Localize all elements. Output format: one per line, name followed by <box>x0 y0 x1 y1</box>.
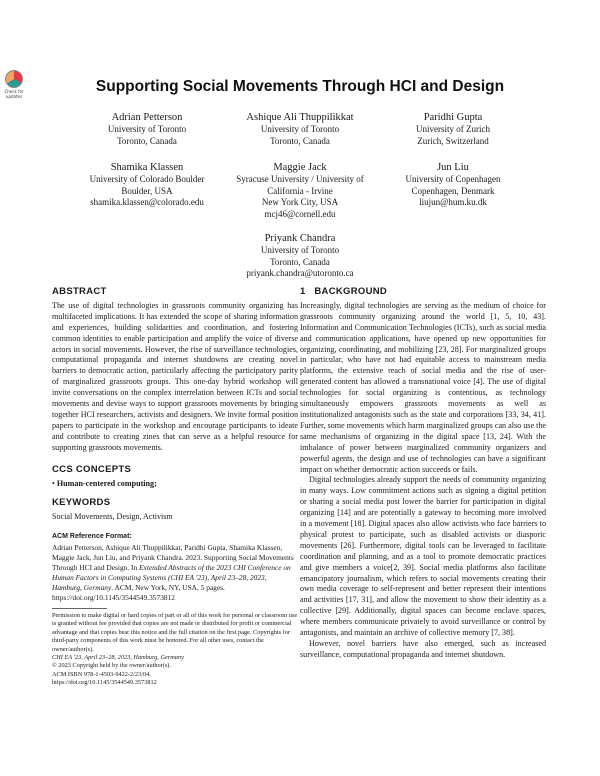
ccs-heading: CCS CONCEPTS <box>52 463 132 475</box>
author-affiliation: University of Colorado Boulder <box>89 174 205 184</box>
author-location: Toronto, Canada <box>270 256 330 267</box>
author-location: Copenhagen, Denmark <box>411 185 495 196</box>
reference-part2: . ACM, New York, NY, USA, 5 pages. https://doi.org/10.1145/3544549.3573812 <box>52 583 225 603</box>
abstract-text: The use of digital technologies in grassroots community organizing has multifaceted implications. It has extended the scope of sharing information and experiences, building solidarities and coordination, and fostering common identities to enable participation and amplify the voice of diverse actors in social movements. However, the rise of surveillance technologies, computational propaganda and internet shutdowns are creating novel barriers to democratic action, particularly affecting the participatory parity of marginalized grassroots groups. This one-day hybrid workshop will invite conversations on the complex interrelation between ICTs and social movements and devise ways to support grassroots movements by bringing together HCI researchers, activists and designers. We invite formal position papers to participate in the workshop and encourage participants to ideate and contribute to creating zines that can serve as a helpful resource for supporting grassroots movements. <box>52 300 298 452</box>
reference-venue: Extended Abstracts of the 2023 CHI Conference on Human Factors in Computing Systems (CHI EA '23), April 23–28, 2023, Hamburg, Germany <box>52 563 291 593</box>
keywords-heading: KEYWORDS <box>52 497 111 509</box>
author-location: New York City, USA <box>261 197 339 207</box>
author-affiliation: University of Zurich <box>416 124 490 134</box>
author-name: Jun Liu <box>437 162 469 173</box>
author-name: Shamika Klassen <box>110 162 184 173</box>
right-column <box>300 287 546 661</box>
author-name: Ashique Ali Thuppilikkat <box>246 112 354 123</box>
author-block <box>215 111 385 147</box>
left-column <box>52 287 298 603</box>
doi-link[interactable]: https://doi.org/10.1145/3544549.3573812 <box>52 679 157 687</box>
author-block <box>215 161 385 220</box>
badge-text: Check for updates <box>4 89 24 99</box>
author-block <box>368 161 538 209</box>
reference-part1: Adrian Petterson, Ashique Ali Thuppilikkat, Paridhi Gupta, Shamika Klassen, Maggie Jack, Jun Liu, and Priyank Chandra. 2023. Supporting Social Movements Through HCI and Design. In <box>52 543 294 573</box>
author-location: Zurich, Switzerland <box>417 135 489 146</box>
author-affiliation: University of Copenhagen <box>405 174 501 184</box>
ccs-concept: Human-centered computing; <box>56 478 157 488</box>
author-affiliation: University of Toronto <box>260 124 340 134</box>
author-affiliation-line2: California - Irvine <box>267 185 333 196</box>
ccs-item <box>52 479 298 490</box>
footnote-divider <box>52 608 107 609</box>
author-block <box>62 111 232 147</box>
permission-text: Permission to make digital or hard copies of part or all of this work for personal or classroom use is granted without fee provided that copies are not made or distributed for profit or commercial advantage and that copies bear this notice and the full citation on the first page. Copyrights for third-party components of this work must be honored. For all other uses, contact the owner/author(s). <box>52 612 298 653</box>
author-block <box>215 232 385 280</box>
copyright-line: © 2023 Copyright held by the owner/author(s). <box>52 662 171 670</box>
background-paragraph: Digital technologies already support the needs of community organizing in many ways. Low commitment actions such as signing a digital petition or sharing a social media post lower the barrier for participation in digital organizing [14] and are potentially a gateway to becoming more involved in a movement [18]. Digital spaces also allow activists who face barriers to physical protest to participate, such as disabled activists or diasporic movements [26]. Furthermore, digital tools can be leveraged to facilitate coordination and planning, and as a tool to promote democratic practices and give members a voice[2, 39]. Social media platforms also facilitate emancipatory journalism, which refers to social movements creating their own media coverage to self-represent and better represent their intentions and activities [17, 31], and allow the movement to show their identity as a collective [29]. Additionally, digital spaces can become enclave spaces, where members communicate privately to avoid surveillance or control by antagonists, and maintain an archive of collective memory [7, 38]. <box>300 475 546 638</box>
author-email[interactable]: priyank.chandra@utoronto.ca <box>246 268 354 278</box>
author-affiliation: University of Toronto <box>107 124 187 134</box>
author-name: Maggie Jack <box>273 162 327 173</box>
reference-format-heading: ACM Reference Format: <box>52 533 132 541</box>
permission-venue: CHI EA '23, April 23–28, 2023, Hamburg, Germany <box>52 654 184 662</box>
background-heading: 1 BACKGROUND <box>300 286 388 297</box>
reference-format-text <box>52 543 298 603</box>
author-email[interactable]: mcj46@cornell.edu <box>264 208 336 219</box>
author-block <box>368 111 538 147</box>
author-email[interactable]: liujun@hum.ku.dk <box>419 197 487 207</box>
author-location: Boulder, USA <box>121 185 173 196</box>
author-block <box>62 161 232 209</box>
author-name: Paridhi Gupta <box>423 112 483 123</box>
author-affiliation: Syracuse University / University of <box>236 174 364 184</box>
ccs-bullet: • <box>52 478 55 488</box>
abstract-heading: ABSTRACT <box>52 286 107 297</box>
keywords-text: Social Movements, Design, Activism <box>52 512 173 522</box>
author-location: Toronto, Canada <box>117 135 177 146</box>
background-paragraph: Increasingly, digital technologies are serving as the medium of choice for grassroots community organizing around the world [1, 5, 10, 43]. Information and Communication Technologies (ICTs), such as social media and communication applications, have opened up new opportunities for organizing, coordinating, and mobilizing [23, 28]. For marginalized groups in particular, who have not had equitable access to mainstream media platforms, the extensive reach of social media and the rise of user-generated content has allowed a transnational voice [4]. The use of digital technologies for social organizing is contentious, as technology simultaneously empowers grassroots movements as well as institutionalized antagonists such as the state and corporations [33, 34, 41]. Further, some movements which harm marginalized groups can also use the same mechanisms of organizing in the digital space [13, 24]. With the imbalance of power between marginalized community organizers and powerful agents, the design and use of technologies can have a significant impact on whether democratic action succeeds or fails. <box>300 300 546 474</box>
isbn-line: ACM ISBN 978-1-4503-9422-2/23/04. <box>52 670 151 678</box>
author-name: Adrian Petterson <box>111 112 183 123</box>
author-email[interactable]: shamika.klassen@colorado.edu <box>90 197 204 207</box>
background-paragraph: However, novel barriers have also emerged, such as increased surveillance, computational propaganda and internet shutdown. <box>300 639 546 659</box>
author-location: Toronto, Canada <box>270 135 330 146</box>
author-affiliation: University of Toronto <box>260 245 340 255</box>
author-name: Priyank Chandra <box>264 233 336 244</box>
permission-block <box>52 612 298 688</box>
paper-title: Supporting Social Movements Through HCI and Design <box>95 78 505 95</box>
